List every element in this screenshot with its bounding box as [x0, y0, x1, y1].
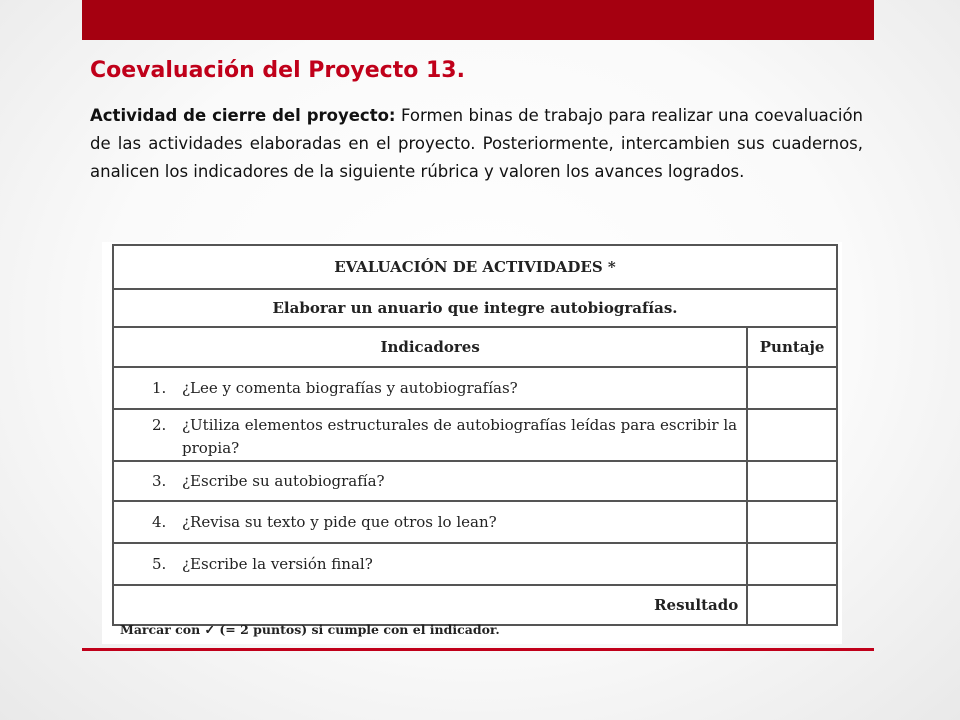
table-row — [113, 367, 837, 409]
indicator-cell — [113, 409, 747, 461]
score-cell — [747, 409, 837, 461]
rubric-subheading: Elaborar un anuario que integre autobiografías. — [113, 289, 837, 327]
table-row — [113, 543, 837, 585]
table-row — [113, 501, 837, 543]
score-cell — [747, 461, 837, 501]
score-cell — [747, 543, 837, 585]
rubric-footnote: Marcar con ✓ (= 2 puntos) si cumple con el indicador. — [120, 622, 500, 637]
score-header: Puntaje — [747, 327, 837, 367]
indicator-text: ¿Utiliza elementos estructurales de autobiografías leídas para escribir la propia? — [182, 416, 738, 457]
rubric-column-header-row — [113, 327, 837, 367]
score-cell — [747, 367, 837, 409]
indicator-number: 3. — [152, 471, 167, 490]
rubric-image — [102, 242, 842, 644]
rubric-heading: EVALUACIÓN DE ACTIVIDADES * — [113, 245, 837, 289]
intro-lead: Actividad de cierre del proyecto: — [90, 106, 396, 125]
top-accent-bar — [82, 0, 874, 40]
indicators-header: Indicadores — [113, 327, 747, 367]
indicator-cell — [113, 543, 747, 585]
indicator-number: 1. — [152, 378, 167, 397]
indicator-text: ¿Escribe su autobiografía? — [182, 471, 385, 490]
table-row — [113, 461, 837, 501]
intro-paragraph — [90, 102, 863, 186]
indicator-number: 4. — [152, 512, 167, 531]
result-label: Resultado — [113, 585, 747, 625]
indicator-cell — [113, 367, 747, 409]
rubric-subheading-row — [113, 289, 837, 327]
indicator-number: 2. — [152, 416, 167, 434]
rubric-heading-row — [113, 245, 837, 289]
indicator-text: ¿Lee y comenta biografías y autobiografías? — [182, 378, 518, 397]
result-score-cell — [747, 585, 837, 625]
intro-body: Formen binas de trabajo para realizar una coevaluación de las actividades elaboradas en el proyecto. Posteriormente, intercambien sus cuadernos, analicen los indicadores de la siguiente rúbrica y valoren los avances logrados. — [90, 106, 864, 181]
indicator-cell — [113, 461, 747, 501]
rubric-table — [112, 244, 838, 626]
indicator-cell — [113, 501, 747, 543]
indicator-number: 5. — [152, 554, 167, 573]
indicator-text: ¿Escribe la versión final? — [182, 554, 373, 573]
indicator-text: ¿Revisa su texto y pide que otros lo lean? — [182, 512, 497, 531]
slide-title: Coevaluación del Proyecto 13. — [90, 58, 465, 83]
table-row — [113, 409, 837, 461]
bottom-accent-rule — [82, 648, 874, 651]
score-cell — [747, 501, 837, 543]
rubric-result-row — [113, 585, 837, 625]
